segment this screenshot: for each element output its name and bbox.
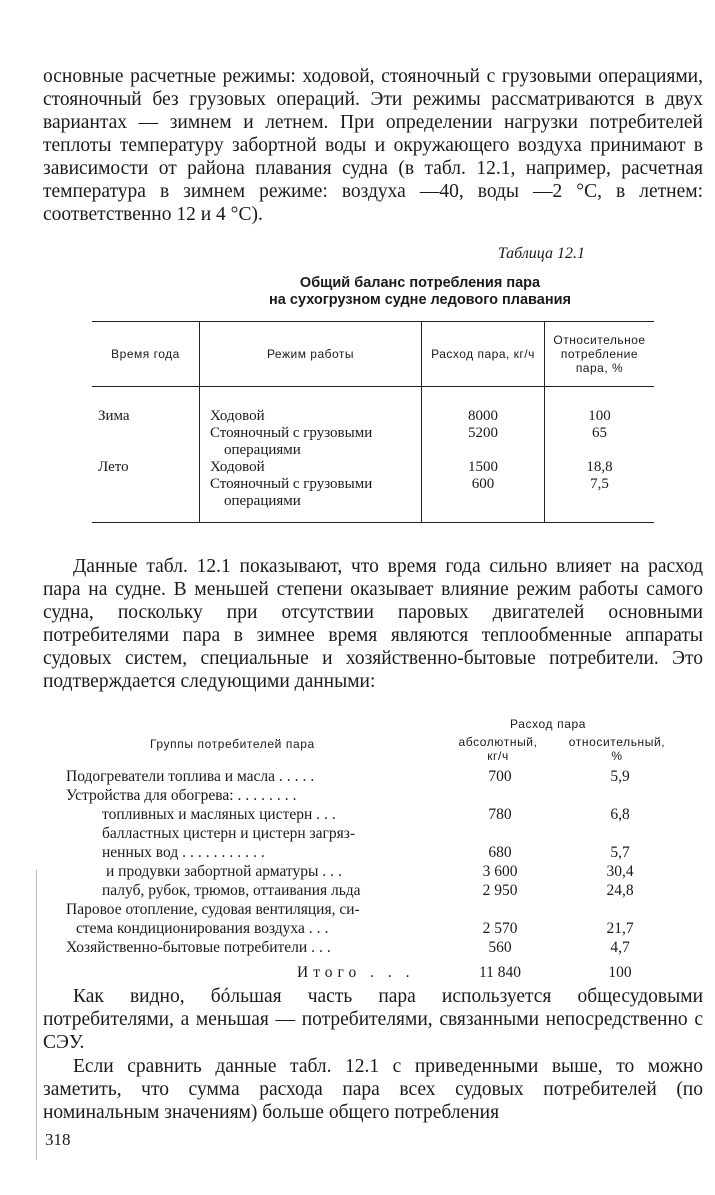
- table-row: [60, 938, 680, 957]
- mode-text: Ходовой: [210, 459, 265, 475]
- flow-value: 8000: [468, 408, 498, 424]
- steam-balance-table: [92, 321, 654, 523]
- row-relative: 21,7: [606, 920, 634, 937]
- cell-season: [92, 387, 200, 523]
- row-absolute: 560: [488, 939, 512, 956]
- header-relative: [562, 735, 672, 763]
- row-dots: ...: [311, 939, 335, 956]
- row-dots: ...: [322, 863, 346, 880]
- header-relative-line1: относительный,: [568, 735, 666, 749]
- cell-relative: [545, 387, 655, 523]
- consumer-table-header: [60, 717, 680, 767]
- paragraph-intro: основные расчетные режимы: ходовой, стояночный с грузовыми операциями, стояночный без грузовых операций. Эти режимы рассматриваются в двух вариантах — зимнем и летнем. При определении нагрузки потребителей теплоты температуру забортной воды и окружающего воздуха принимают в зависимости от района плавания судна (в табл. 12.1, например, расчетная температура в зимнем режиме: воздуха —40, воды —2 °C, в летнем: соответственно 12 и 4 °C).: [43, 66, 703, 225]
- header-flow: Расход пара: [510, 717, 587, 731]
- table-row: [60, 900, 680, 919]
- row-name: [102, 824, 355, 843]
- table-row: [60, 786, 680, 805]
- paragraph-comparison: Если сравнить данные табл. 12.1 с приведенными выше, то можно заметить, что сумма расхода пара всех судовых потребителей (по номинальным значениям) больше общего потребления: [43, 1056, 703, 1123]
- row-name: [66, 786, 300, 805]
- total-label: Итого . . .: [297, 964, 415, 981]
- total-row: [60, 963, 680, 982]
- table-row: [60, 919, 680, 938]
- table-title: [200, 275, 640, 309]
- table-label: Таблица 12.1: [497, 245, 585, 262]
- row-name: [102, 805, 340, 824]
- row-name-text: Паровое отопление, судовая вентиляция, си-: [66, 901, 360, 918]
- paragraph-analysis: Данные табл. 12.1 показывают, что время года сильно влияет на расход пара на судне. В меньшей степени оказывает влияние режим работы самого судна, поскольку при отсутствии паровых двигателей основными потребителями пара в зимнее время являются теплообменные аппараты судовых систем, специальные и хозяйственно-бытовые потребители. Это подтверждается следующими данными:: [43, 556, 703, 692]
- cell-flow: [422, 387, 545, 523]
- paragraph-conclusion: Как видно, бóльшая часть пара используется общесудовыми потребителями, а меньшая — потребителями, связанными непосредственно с СЭУ.: [43, 986, 703, 1053]
- row-absolute: 680: [488, 844, 512, 861]
- row-name-text: и продувки забортной арматуры: [106, 863, 319, 880]
- flow-value: 600: [471, 476, 495, 492]
- relative-value: 65: [592, 425, 607, 441]
- table-row: [60, 767, 680, 786]
- row-name-text: топливных и масляных цистерн: [102, 806, 313, 823]
- row-relative: 5,7: [610, 844, 630, 861]
- row-absolute: 780: [488, 806, 512, 823]
- total-absolute: 11 840: [478, 964, 522, 981]
- header-flow: Расход пара, кг/ч: [422, 322, 545, 387]
- header-absolute-line2: кг/ч: [487, 749, 509, 763]
- row-absolute: 700: [488, 768, 512, 785]
- row-name: [76, 919, 332, 938]
- mode-text: Ходовой: [210, 408, 265, 424]
- header-relative-line2: %: [611, 749, 623, 763]
- row-dots: ...........: [182, 844, 269, 861]
- table-row: [60, 805, 680, 824]
- row-dots: ........: [237, 787, 301, 804]
- table-row: [60, 824, 680, 843]
- row-absolute: 2 570: [482, 920, 518, 937]
- margin-rule: [36, 870, 37, 1160]
- row-relative: 4,7: [610, 939, 630, 956]
- row-absolute: 2 950: [482, 882, 518, 899]
- row-name-text: палуб, рубок, трюмов, оттаивания льда: [102, 882, 361, 899]
- table-row: [60, 881, 680, 900]
- row-name: [66, 767, 318, 786]
- flow-value: 5200: [468, 425, 498, 441]
- table-row: [60, 843, 680, 862]
- page-number: 318: [45, 1130, 71, 1149]
- relative-value: 7,5: [590, 476, 609, 492]
- row-name-text: Устройства для обогрева:: [66, 787, 234, 804]
- header-relative: Относительное потребление пара, %: [545, 322, 655, 387]
- season-winter: Зима: [98, 408, 130, 424]
- row-relative: 24,8: [606, 882, 634, 899]
- consumer-table: [60, 717, 680, 982]
- row-dots: .....: [278, 768, 319, 785]
- total-relative: 100: [608, 964, 632, 981]
- row-name-text: стема кондиционирования воздуха: [76, 920, 305, 937]
- table-row: [60, 862, 680, 881]
- header-group: Группы потребителей пара: [150, 737, 315, 751]
- row-relative: 30,4: [606, 863, 634, 880]
- mode-text: Стояночный с грузовыми операциями: [210, 476, 373, 509]
- row-name: [66, 900, 360, 919]
- flow-value: 1500: [468, 459, 498, 475]
- row-dots: ...: [308, 920, 333, 937]
- row-relative: 5,9: [610, 768, 630, 785]
- header-absolute-line1: абсолютный,: [458, 735, 538, 749]
- row-name-text: ненных вод: [102, 844, 179, 861]
- table-title-line1: Общий баланс потребления пара: [299, 275, 541, 291]
- row-name: [66, 938, 335, 957]
- header-absolute: [448, 735, 548, 763]
- relative-value: 18,8: [586, 459, 613, 475]
- row-name: [102, 843, 269, 862]
- table-row: [92, 387, 654, 523]
- header-mode: Режим работы: [200, 322, 422, 387]
- row-name-text: Хозяйственно-бытовые потребители: [66, 939, 308, 956]
- table-header-row: [92, 322, 654, 387]
- mode-text: Стояночный с грузовыми операциями: [210, 425, 373, 458]
- row-relative: 6,8: [610, 806, 630, 823]
- row-name: [106, 862, 346, 881]
- row-dots: ...: [316, 806, 340, 823]
- relative-value: 100: [588, 408, 611, 424]
- table-title-line2: на сухогрузном судне ледового плавания: [269, 292, 571, 308]
- row-name: [102, 881, 361, 900]
- row-name-text: Подогреватели топлива и масла: [66, 768, 276, 785]
- cell-mode: [200, 387, 422, 523]
- header-season: Время года: [92, 322, 200, 387]
- row-name-text: балластных цистерн и цистерн загряз-: [102, 825, 356, 842]
- season-summer: Лето: [98, 459, 129, 475]
- row-absolute: 3 600: [482, 863, 518, 880]
